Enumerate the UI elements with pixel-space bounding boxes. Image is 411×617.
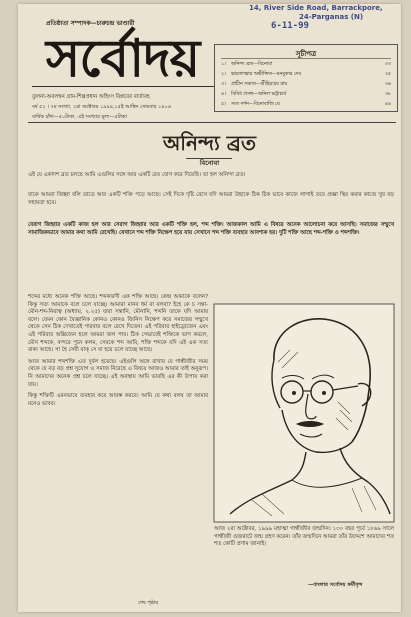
article-title: অনিন্দ্য ব্রত [162, 131, 257, 155]
article-paragraph-2: বেরাগ জিহ্বার একটি কাজ হল আর সেরাগ জিহ্বার আর একটি শক্তি হল, শব্দ শক্তি। আজকাল আমি এ বিষয়ে অনেক আলোচনা করে আসছি। সমাজের সম্মুখে সামাজিকভাবে আমার কথা আমি রেখেছি। যেখানে শব্দ শক্তি নিক্ষেপ হয়ে যায় সেখানে শব্দ শক্তি ব্যবহার আবশ্যক হয়। দুটি শক্তি আছে শব্দ-শক্তি ও শব্দশক্তি। [28, 222, 394, 236]
stamp-line-1: 14, River Side Road, Barrackpore, [249, 4, 383, 12]
continued-note: শেষ পৃষ্ঠায় [138, 600, 159, 606]
newspaper-page [18, 4, 401, 612]
article-column-text: শব্দের মধ্যে অনেক শক্তি আছে। শব্দকারণী এক শক্তি আছে। কেন্দ্র আমাকে বলেন? কিন্তু সত্য আমাকে বলে চলে যাচ্ছে। আমারা মানব ধর্ম বা বলবা? ইহে কে চ সন্তা-মৌন-শব্দ-নিরাত্ব (অধ্যায়, ২.২৫) যারা সন্তানি, মৌনানি, শব্দনি তাকে যদি আমার বলে। যেমন কোন বৈজ্ঞানিক কোনও কোনও জিনিস নিক্ষেপ করে সমাজের সম্মুখে থেকে সেন ঠিক দেখাতেই পারবার বলে রেখে দিতেন। এই পরিবার হাইড্রোজেন এবং এই পরিবার অক্সিজেন হলে আমরা জল পাব। ঠিক সেভাবেই শক্তিকে ভাগ করলে, মৌন শব্দকে, বল্দরে পুনে কলম, সেরকে শব্দ আমি, শক্তি শব্দকে যদি এই এক সত্য বাক্য আছে। সা হৈ সেবী বাক্‌ সে যা হয়ে চলে যাচ্ছে আছে। [28, 294, 208, 354]
masthead-title: সর্বোদয় [46, 28, 200, 89]
contents-box [214, 44, 398, 112]
address-stamp [249, 4, 399, 31]
article-column-text-2: আজ আমার শব্দশক্তি এত দুর্বল হয়েছে। এইগুলি অঙ্গে রাখার যে গান্ধীজীর সময় থেকে যে বড় বড় প্রশ্ন সুযোগ ও সমাজ নিরেছে এ বিষয়ে আজও আমার তাই অনুরূপ। নি আমাদের অনেক প্রশ্ন চলে যাচ্ছে। এই অবস্থায় আমি ভাবছি এর কী উপায় করা যায়। [28, 358, 208, 388]
tagline: তুলনা-অবলম্বন গ্রাম-শিল্পপ্রধান অহিংস বিপ্লবের বার্তাবহ [32, 94, 150, 100]
stamp-date: 6-11-99 [271, 21, 309, 31]
stamp-line-2: 24-Parganas (N) [299, 13, 364, 21]
author-underline [186, 158, 232, 159]
portrait-caption: আজ ২রা অক্টোবর, ১৯৯৯ মহাত্মা গান্ধীজীর জন্মদিন। ১৩০ বছর পূর্বে ১৮৬৯ সালে গান্ধীজী গুজরাটে জন্ম গ্রহণ করেন। তাঁর জন্মদিনে আমরা তাঁর উদ্দেশে আমাদের শত শত কোটি প্রণাম জানাই। [214, 526, 394, 548]
founder-line: প্রতিষ্ঠাতা সম্পাদক—চারুচন্দ্র ভাণ্ডারী [46, 20, 135, 27]
price-line: বার্ষিক চাঁদা—৫০টাকা, এই সংখ্যার মূল্য—৫টাকা [32, 114, 127, 120]
article-paragraph-1: যাকে আমরা জিহ্বা বলি তাতে আর একটি শক্তি পড়ে আছে। সেই দিকে দৃষ্টি রেখে যদি আমরা উহাকে ঠিক ঠিক ভাবে কাজে লাগাই তবে প্রজ্ঞা স্থির করার কাজে খুব বড় সহায়তা হবে। [28, 192, 394, 206]
header-divider [28, 122, 396, 123]
contents-heading: সূচীপত্র [295, 49, 317, 58]
contents-rule [221, 58, 391, 59]
toc-item-5[interactable]: ৫। সত্য দর্শন—বিনোবাজি যে ৪৪ [221, 102, 391, 107]
toc-item-3[interactable]: ৩। প্রাচীন সমাজ—শ্রীহিরণ্ময় রায় ৩৬ [221, 82, 391, 87]
toc-item-4[interactable]: ৪। বিবিধ প্রসঙ্গ—অনিল ভট্টাচার্য ৩৮ [221, 92, 391, 97]
toc-item-1[interactable]: ১। অনিন্দ্য ব্রত—বিনোবা ৩৩ [221, 62, 391, 67]
article-column-text-3: কিন্তু শক্তিটি এমনভাবে ব্যবহার করে আরম্ভ করবে। আমি যে কথা বলব তা আমার মনেও ভাবব। [28, 393, 208, 407]
issue-line: বর্ষ ৫২ । ৭ম সংখ্যা, ২রা অক্টোবর ১৯৯৯,১৫ই আশ্বিন সোমবার ১৪০৬ [32, 104, 172, 110]
caption-signature: —বাংলার সর্বোদয় কর্মীবৃন্দ [308, 582, 363, 588]
gandhi-portrait-illustration [212, 302, 396, 524]
article-author: বিনোবা [199, 159, 220, 167]
masthead-divider [32, 86, 214, 87]
toc-item-2[interactable]: ২। ভারতাত্মার অভীপ্সিত—মনমুকার দেব ৩৫ [221, 72, 391, 77]
article-intro: এই যে একাদশ ব্রত চলছে আমি এগুলির সঙ্গে আর একটি ব্রত যোগ করে দিয়েছি। তা হল অনিন্দা ব্রত। [28, 172, 246, 178]
article-left-column [28, 294, 208, 408]
